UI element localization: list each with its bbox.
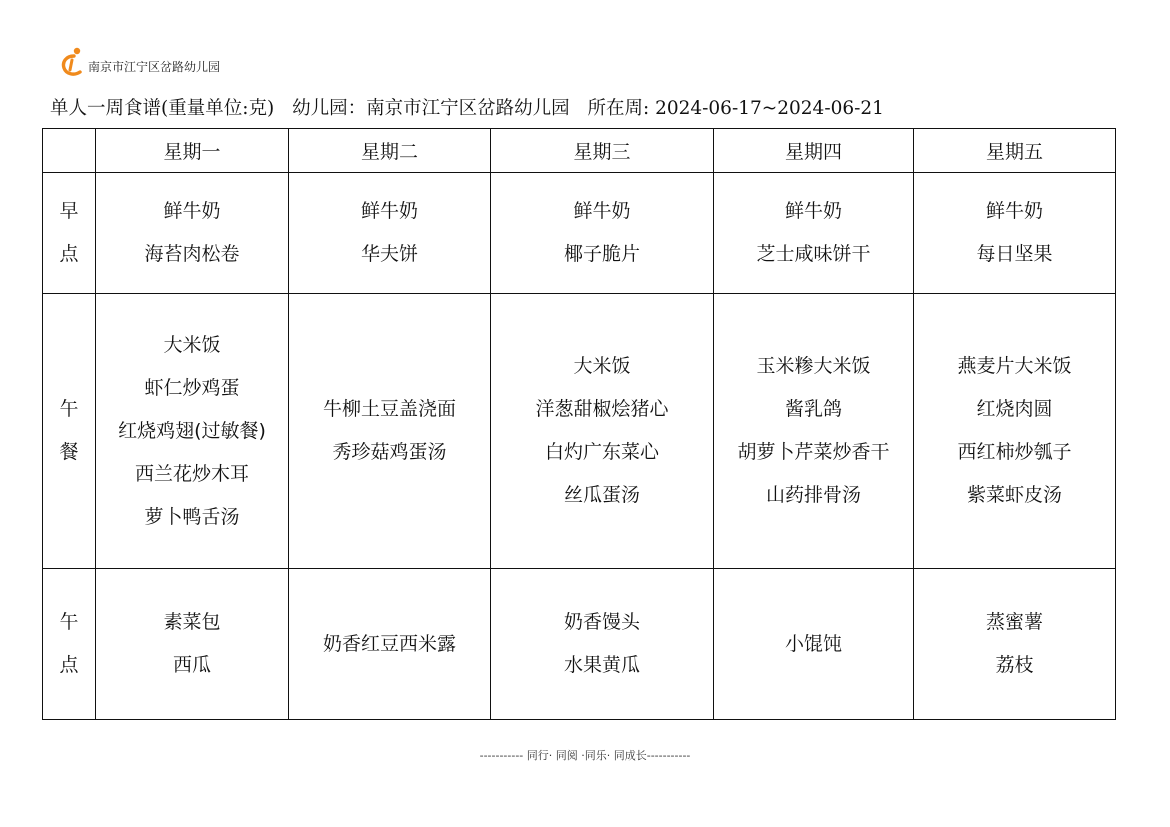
logo-text: 南京市江宁区岔路幼儿园 bbox=[88, 60, 221, 74]
table-header-row bbox=[43, 129, 1116, 173]
title-main: 单人一周食谱(重量单位:克) bbox=[50, 98, 275, 119]
day-header: 星期三 bbox=[491, 129, 714, 173]
meal-label-char: 午 bbox=[59, 611, 79, 633]
menu-cell bbox=[491, 173, 714, 294]
dish-item: 西红柿炒瓠子 bbox=[957, 441, 1072, 463]
meal-label bbox=[43, 569, 96, 720]
meal-label-char: 午 bbox=[59, 398, 79, 420]
menu-cell bbox=[914, 173, 1116, 294]
meal-label bbox=[43, 294, 96, 569]
dish-item: 鲜牛奶 bbox=[573, 200, 631, 222]
table-row bbox=[43, 569, 1116, 720]
dish-item: 玉米糁大米饭 bbox=[756, 355, 871, 377]
dish-item: 华夫饼 bbox=[360, 243, 418, 265]
footer-slogan: ----------- 同行· 同阅 ·同乐· 同成长----------- bbox=[479, 749, 691, 762]
dish-item: 水果黄瓜 bbox=[563, 654, 640, 676]
menu-cell bbox=[96, 569, 289, 720]
dish-item: 红烧鸡翅(过敏餐) bbox=[118, 419, 266, 442]
menu-cell bbox=[289, 294, 491, 569]
title-week: 所在周: 2024-06-17~2024-06-21 bbox=[587, 98, 884, 119]
dish-item: 大米饭 bbox=[573, 355, 631, 377]
menu-cell bbox=[914, 294, 1116, 569]
menu-cell bbox=[289, 569, 491, 720]
menu-cell bbox=[491, 569, 714, 720]
dish-item: 鲜牛奶 bbox=[360, 200, 418, 222]
dish-item: 紫菜虾皮汤 bbox=[966, 484, 1062, 506]
day-header: 星期二 bbox=[289, 129, 491, 173]
page-title bbox=[50, 94, 896, 120]
dish-item: 红烧肉圆 bbox=[976, 398, 1053, 420]
table-row bbox=[43, 173, 1116, 294]
logo-icon bbox=[60, 46, 90, 76]
dish-item: 秀珍菇鸡蛋汤 bbox=[332, 441, 447, 463]
menu-cell bbox=[714, 173, 914, 294]
menu-cell bbox=[96, 294, 289, 569]
dish-item: 西兰花炒木耳 bbox=[134, 462, 249, 485]
title-school: 幼儿园：南京市江宁区岔路幼儿园 bbox=[292, 98, 570, 119]
dish-item: 酱乳鸽 bbox=[784, 398, 842, 420]
menu-cell bbox=[96, 173, 289, 294]
table-row bbox=[43, 294, 1116, 569]
dish-item: 虾仁炒鸡蛋 bbox=[144, 376, 240, 399]
meal-label bbox=[43, 173, 96, 294]
menu-cell bbox=[714, 294, 914, 569]
dish-item: 燕麦片大米饭 bbox=[957, 355, 1072, 377]
dish-item: 丝瓜蛋汤 bbox=[563, 484, 640, 506]
dish-item: 大米饭 bbox=[163, 333, 221, 356]
dish-item: 鲜牛奶 bbox=[163, 200, 221, 222]
dish-item: 每日坚果 bbox=[976, 243, 1053, 265]
school-logo bbox=[60, 46, 220, 76]
corner-cell bbox=[43, 129, 96, 173]
meal-label-char: 早 bbox=[59, 200, 79, 222]
menu-cell bbox=[714, 569, 914, 720]
meal-label-char: 点 bbox=[59, 243, 79, 265]
dish-item: 鲜牛奶 bbox=[784, 200, 842, 222]
dish-item: 白灼广东菜心 bbox=[544, 441, 659, 463]
dish-item: 西瓜 bbox=[172, 654, 211, 676]
menu-cell bbox=[491, 294, 714, 569]
dish-item: 萝卜鸭舌汤 bbox=[144, 505, 240, 528]
dish-item: 奶香红豆西米露 bbox=[322, 632, 456, 655]
dish-item: 牛柳土豆盖浇面 bbox=[322, 398, 456, 420]
dish-item: 鲜牛奶 bbox=[985, 200, 1043, 222]
dish-item: 小馄饨 bbox=[784, 632, 842, 655]
dish-item: 胡萝卜芹菜炒香干 bbox=[737, 441, 890, 463]
day-header: 星期四 bbox=[714, 129, 914, 173]
menu-cell bbox=[289, 173, 491, 294]
dish-item: 蒸蜜薯 bbox=[985, 611, 1043, 633]
weekly-menu-table bbox=[42, 128, 1116, 720]
dish-item: 海苔肉松卷 bbox=[144, 243, 240, 265]
meal-label-char: 餐 bbox=[59, 441, 79, 463]
dish-item: 素菜包 bbox=[163, 611, 221, 633]
dish-item: 洋葱甜椒烩猪心 bbox=[535, 398, 669, 420]
menu-cell bbox=[914, 569, 1116, 720]
day-header: 星期五 bbox=[914, 129, 1116, 173]
dish-item: 荔枝 bbox=[995, 654, 1034, 676]
meal-label-char: 点 bbox=[59, 654, 79, 676]
dish-item: 芝士咸味饼干 bbox=[756, 243, 871, 265]
day-header: 星期一 bbox=[96, 129, 289, 173]
dish-item: 椰子脆片 bbox=[563, 243, 640, 265]
dish-item: 山药排骨汤 bbox=[765, 484, 861, 506]
dish-item: 奶香馒头 bbox=[563, 611, 640, 633]
